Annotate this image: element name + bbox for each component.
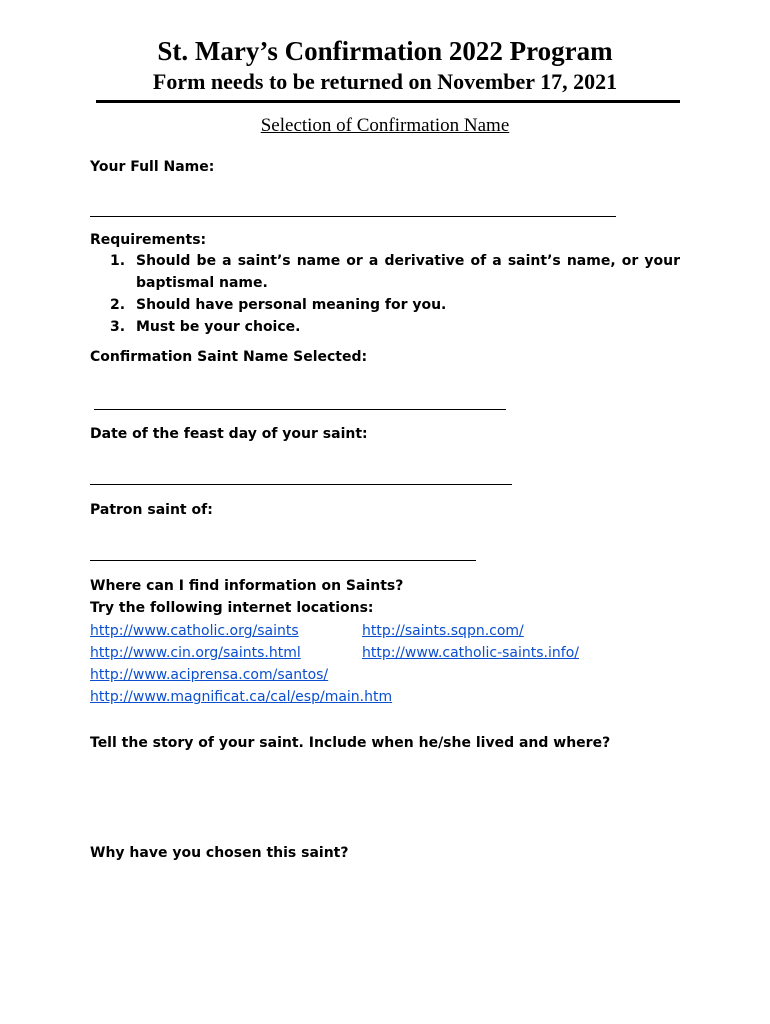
requirements-list (90, 250, 680, 338)
requirement-number: 1. (110, 253, 126, 269)
feast-day-field[interactable] (90, 484, 512, 485)
requirement-text: Should be a saint’s name or a derivative of a saint’s name, or your baptismal name. (136, 253, 680, 291)
patron-label: Patron saint of: (90, 502, 213, 518)
feast-day-label: Date of the feast day of your saint: (90, 426, 368, 442)
link-row (90, 686, 680, 708)
page-subtitle: Form needs to be returned on November 17, 2021 (152, 69, 618, 94)
info-question: Where can I find information on Saints? (90, 578, 404, 594)
full-name-label: Your Full Name: (90, 159, 215, 175)
requirement-item (90, 250, 680, 294)
saint-links (90, 620, 680, 708)
page-title: St. Mary’s Confirmation 2022 Program (157, 36, 613, 66)
link-row (90, 620, 680, 642)
link-catholic-org[interactable]: http://www.catholic.org/saints (90, 623, 299, 639)
requirement-item (90, 294, 680, 316)
link-saints-sqpn[interactable]: http://saints.sqpn.com/ (362, 623, 524, 639)
link-cin-org[interactable]: http://www.cin.org/saints.html (90, 645, 301, 661)
link-row (90, 664, 680, 686)
requirement-text: Must be your choice. (136, 319, 301, 335)
requirement-number: 3. (110, 319, 126, 335)
requirements-label: Requirements: (90, 232, 207, 248)
link-catholic-saints-info[interactable]: http://www.catholic-saints.info/ (362, 645, 579, 661)
full-name-field[interactable] (90, 216, 616, 217)
section-title: Selection of Confirmation Name (260, 115, 510, 136)
link-aciprensa[interactable]: http://www.aciprensa.com/santos/ (90, 667, 329, 683)
saint-name-field[interactable] (94, 409, 506, 410)
requirement-item (90, 316, 680, 338)
link-magnificat[interactable]: http://www.magnificat.ca/cal/esp/main.htm (90, 689, 393, 705)
why-question: Why have you chosen this saint? (90, 845, 349, 861)
requirement-text: Should have personal meaning for you. (136, 297, 447, 313)
story-question: Tell the story of your saint. Include when he/she lived and where? (90, 735, 611, 751)
info-instruction: Try the following internet locations: (90, 600, 374, 616)
requirement-number: 2. (110, 297, 126, 313)
header-divider (96, 100, 680, 103)
saint-name-label: Confirmation Saint Name Selected: (90, 349, 368, 365)
patron-field[interactable] (90, 560, 476, 561)
link-row (90, 642, 680, 664)
